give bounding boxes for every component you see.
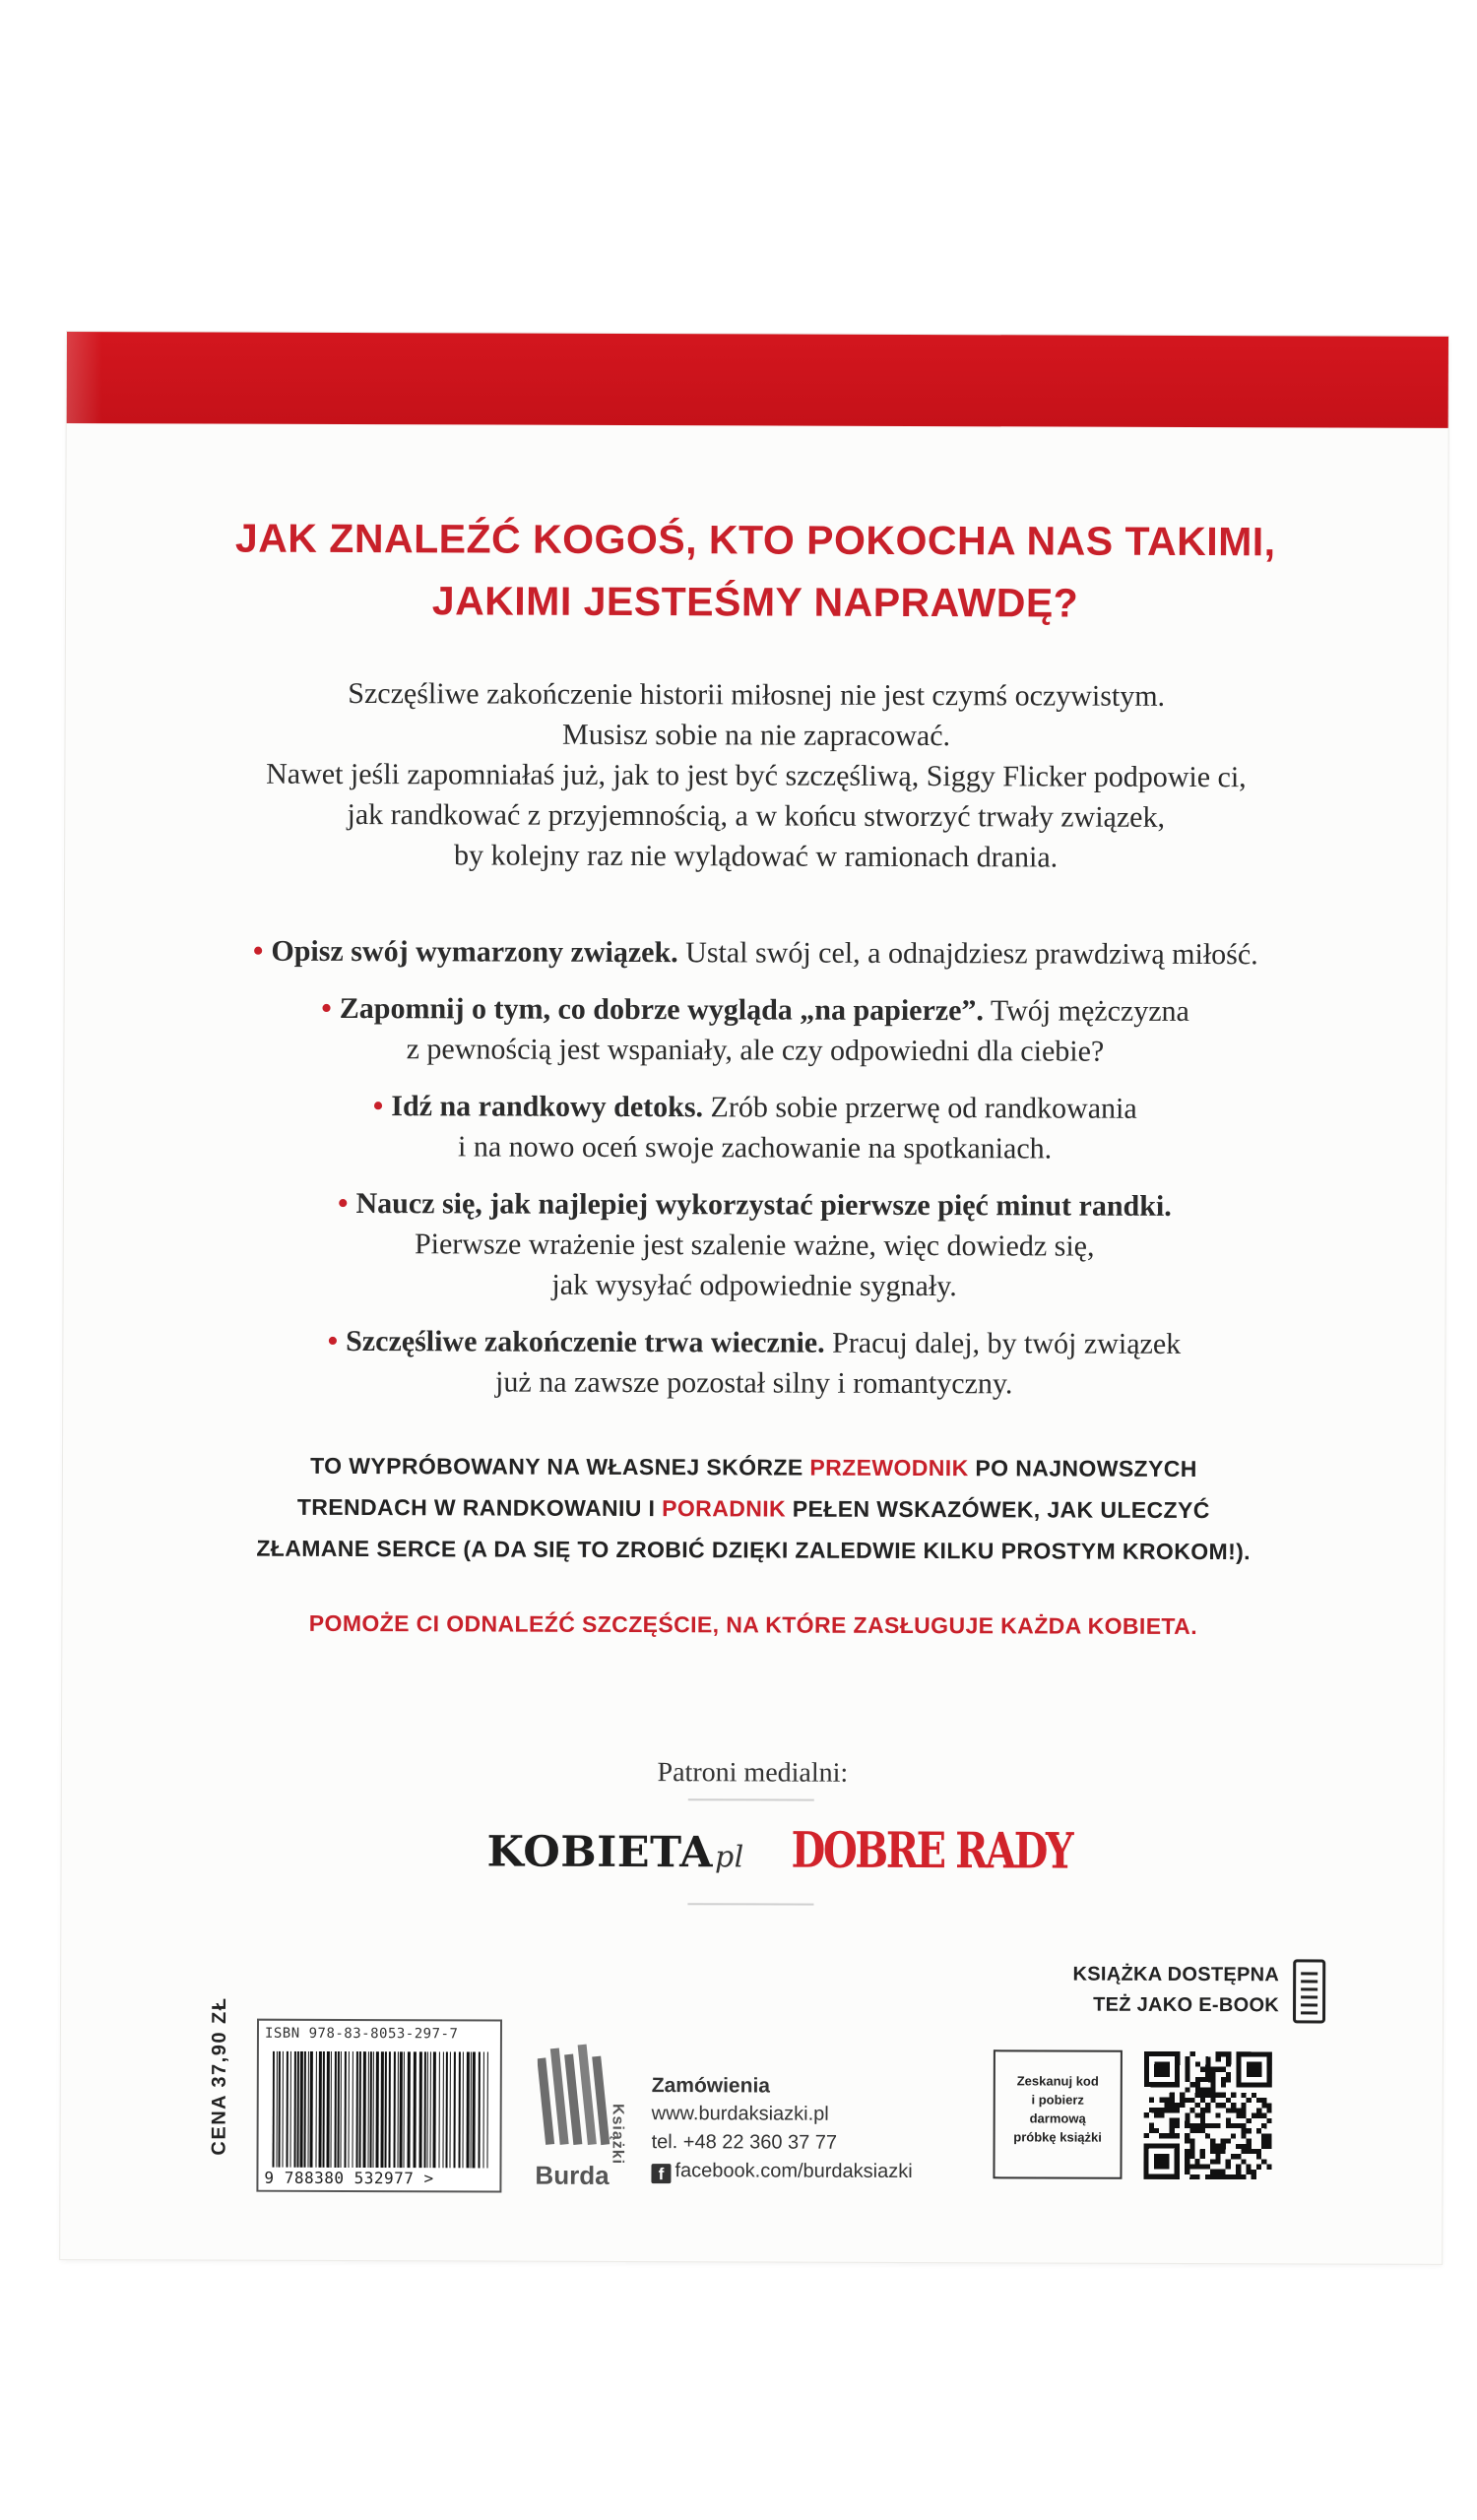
divider [688, 1798, 814, 1800]
ebook-reader-icon [1293, 1959, 1325, 2023]
patrons-label: Patroni medialni: [657, 1757, 849, 1789]
ebook-availability-label: KSIĄŻKA DOSTĘPNA TEŻ JAKO E-BOOK [1072, 1963, 1280, 2017]
qr-instructions-box: Zeskanuj kod i pobierz darmową próbkę książki [993, 2049, 1122, 2178]
website-link[interactable]: www.burdaksiazki.pl [651, 2103, 829, 2125]
barcode-bars [272, 2051, 490, 2169]
red-top-band [67, 332, 1448, 428]
divider [687, 1903, 813, 1905]
dobre-rady-logo: DOBRE RADY [791, 1820, 1072, 1880]
book-back-cover [60, 332, 1448, 2264]
barcode-number: 9 788380 532977 > [264, 2168, 434, 2188]
price-label: CENA 37,90 ZŁ [208, 1996, 231, 2156]
bullet-item: • Naucz się, jak najlepiej wykorzystać pierwsze pięć minut randki. Pierwsze wrażenie jest szalenie ważne, więc dowiedz się, jak wysyłać odpowiednie sygnały. [337, 1186, 1172, 1303]
isbn-barcode [256, 2019, 502, 2193]
slogan: POMOŻE CI ODNALEŹĆ SZCZĘŚCIE, NA KTÓRE ZASŁUGUJE KAŻDA KOBIETA. [308, 1609, 1198, 1640]
qr-code[interactable] [1143, 2051, 1271, 2179]
isbn-text: ISBN 978-83-8053-297-7 [264, 2025, 459, 2043]
phone-number: tel. +48 22 360 37 77 [651, 2131, 838, 2154]
intro-paragraph: Szczęśliwe zakończenie historii miłosnej nie jest czymś oczywistym. Musisz sobie na nie zapracować. Nawet jeśli zapomniałaś już, jak to jest być szczęśliwą, Siggy Flicker podpowie ci, jak randkować z przyjemnością, a w końcu stworzyć trwały związek, by kolejny raz nie wylądować w ramionach drania. [266, 676, 1247, 874]
facebook-link[interactable]: facebook.com/burdaksiazki [674, 2160, 913, 2183]
facebook-icon: f [651, 2164, 671, 2183]
publisher-name: Burda [535, 2160, 610, 2190]
bullet-item: • Szczęśliwe zakończenie trwa wiecznie. Pracuj dalej, by twój związek już na zawsze pozostał silny i romantyczny. [327, 1324, 1182, 1401]
order-contact: Zamówienia www.burdaksiazki.pl tel. +48 22 360 37 77 f facebook.com/burdaksiazki [651, 2074, 913, 2184]
bullet-item: • Zapomnij o tym, co dobrze wygląda „na papierze”. Twój mężczyzna z pewnością jest wspaniały, ale czy odpowiedni dla ciebie? [321, 991, 1189, 1068]
headline: JAK ZNALEŹĆ KOGOŚ, KTO POKOCHA NAS TAKIMI, JAKIMI JESTEŚMY NAPRAWDĘ? [234, 515, 1276, 626]
summary-statement: TO WYPRÓBOWANY NA WŁASNEJ SKÓRZE PRZEWODNIK PO NAJNOWSZYCH TRENDACH W RANDKOWANIU I PORADNIK PEŁEN WSKAZÓWEK, JAK ULECZYĆ ZŁAMANE SERCE (A DA SIĘ TO ZROBIĆ DZIĘKI ZALEDWIE KILKU PROSTYM KROKOM!). [256, 1452, 1252, 1565]
publisher-tagline: Książki [609, 2103, 626, 2166]
bullet-list [122, 930, 1387, 1421]
bullet-item: • Opisz swój wymarzony związek. Ustal swój cel, a odnajdziesz prawdziwą miłość. [252, 934, 1258, 972]
kobieta-pl-logo: KOBIETApl [486, 1827, 744, 1878]
bullet-item: • Idź na randkowy detoks. Zrób sobie przerwę od randkowania i na nowo oceń swoje zachowanie na spotkaniach. [372, 1090, 1137, 1166]
